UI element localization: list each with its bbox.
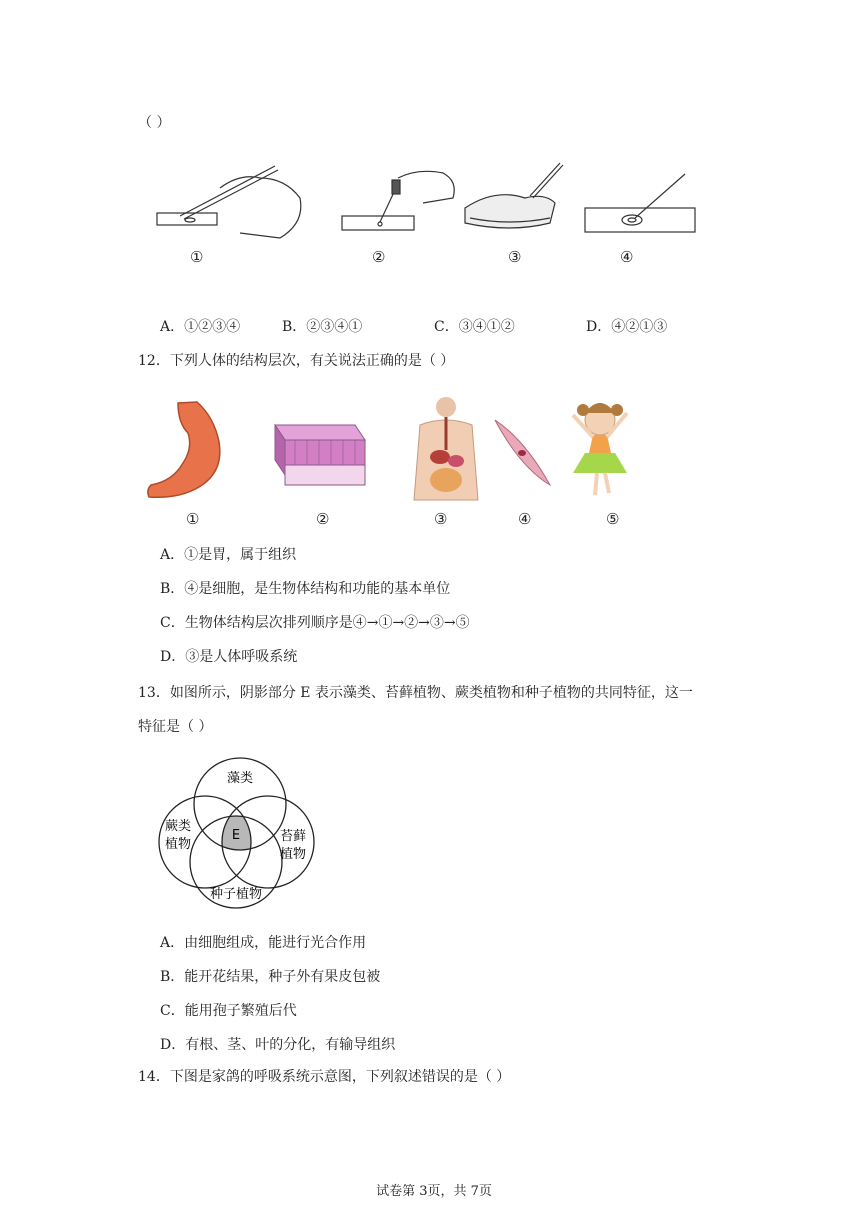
q12-label-3: ③ [434, 510, 448, 528]
tissue-figure [465, 163, 563, 228]
q11-procedure-figures [150, 158, 710, 248]
cell-image [495, 420, 550, 485]
venn-diagram [150, 752, 320, 912]
q11-option-a[interactable]: A．①②③④ [160, 319, 241, 335]
q12-option-a[interactable]: A．①是胃，属于组织 [160, 547, 297, 563]
human-digestive-image [414, 397, 478, 500]
q11-label-2: ② [372, 248, 386, 266]
q11-label-4: ④ [620, 248, 634, 266]
q13-stem-line2: 特征是（ ） [138, 719, 213, 735]
stomach-image [148, 402, 220, 497]
venn-label-top: 藻类 [226, 771, 254, 786]
q12-option-d[interactable]: D．③是人体呼吸系统 [160, 649, 298, 665]
q11-option-b[interactable]: B．②③④① [282, 319, 363, 335]
tissue-image [275, 425, 365, 485]
q13-stem-line1: 13．如图所示，阴影部分 E 表示藻类、苔藓植物、蕨类植物和种子植物的共同特征，这一 [138, 685, 693, 701]
page-footer: 试卷第 3页，共 7页 [376, 1184, 492, 1199]
q12-label-4: ④ [518, 510, 532, 528]
q11-option-d[interactable]: D．④②①③ [586, 319, 668, 335]
q11-label-3: ③ [508, 248, 522, 266]
venn-label-bottom: 种子植物 [209, 887, 263, 902]
q13-option-b[interactable]: B．能开花结果，种子外有果皮包被 [160, 969, 381, 985]
q13-option-a[interactable]: A．由细胞组成，能进行光合作用 [160, 935, 367, 951]
q12-label-1: ① [186, 510, 200, 528]
q13-option-c[interactable]: C．能用孢子繁殖后代 [160, 1003, 297, 1019]
q13-option-d[interactable]: D．有根、茎、叶的分化，有输导组织 [160, 1037, 396, 1053]
venn-label-left1: 蕨类 [164, 819, 192, 834]
venn-label-right2: 植物 [279, 847, 307, 862]
coverslip-figure [585, 174, 695, 232]
venn-label-center: E [231, 828, 241, 843]
q12-label-2: ② [316, 510, 330, 528]
q14-stem: 14．下图是家鸽的呼吸系统示意图，下列叙述错误的是（ ） [138, 1069, 511, 1085]
dropper-figure [342, 171, 454, 230]
girl-image [573, 403, 627, 495]
venn-label-right1: 苔藓 [279, 829, 307, 844]
venn-label-left2: 植物 [164, 837, 192, 852]
q12-option-c[interactable]: C．生物体结构层次排列顺序是④→①→②→③→⑤ [160, 615, 470, 631]
q12-option-b[interactable]: B．④是细胞，是生物体结构和功能的基本单位 [160, 581, 451, 597]
q12-figures [140, 395, 650, 510]
q11-option-c[interactable]: C．③④①② [434, 319, 515, 335]
wipe-slide-figure [157, 166, 301, 238]
q12-stem: 12．下列人体的结构层次，有关说法正确的是（ ） [138, 353, 455, 369]
q11-paren: （ ） [138, 115, 171, 131]
q11-label-1: ① [190, 248, 204, 266]
q12-label-5: ⑤ [606, 510, 620, 528]
